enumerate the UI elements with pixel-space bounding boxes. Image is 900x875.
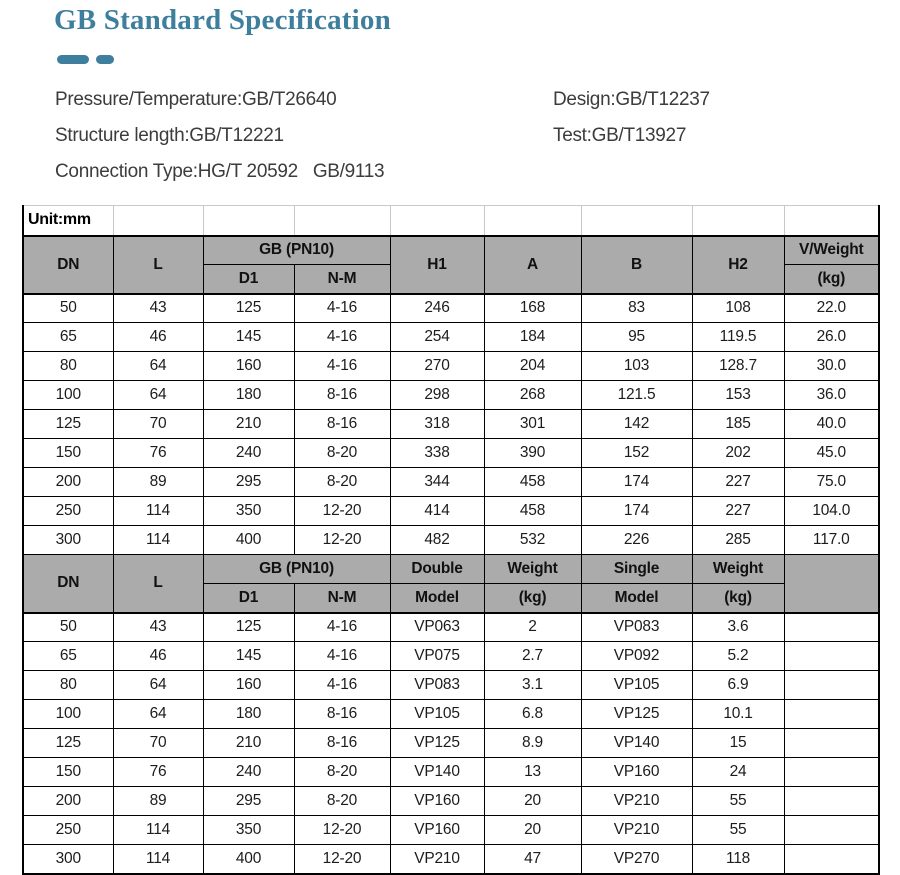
table-cell: 100 — [23, 381, 113, 410]
table-cell: 128.7 — [692, 352, 784, 381]
table-cell: 4-16 — [294, 642, 390, 671]
table1-body — [23, 294, 879, 555]
table-cell: 400 — [203, 526, 294, 555]
table-cell: 8-16 — [294, 729, 390, 758]
spec-connection-type: Connection Type:HG/T 20592 GB/9113 — [55, 161, 385, 182]
table-cell: 285 — [692, 526, 784, 555]
table-cell: 80 — [23, 671, 113, 700]
table-cell: 15 — [692, 729, 784, 758]
table-cell: 100 — [23, 700, 113, 729]
table-cell: 80 — [23, 352, 113, 381]
table-cell: VP140 — [390, 758, 484, 787]
col-header-dn: DN — [23, 555, 113, 613]
col-header-h1: H1 — [390, 236, 484, 294]
spec-row — [55, 125, 855, 161]
empty-cell — [203, 206, 294, 236]
empty-cell — [113, 206, 203, 236]
table-cell: 350 — [203, 816, 294, 845]
table-cell: 95 — [581, 323, 692, 352]
table-cell: VP125 — [390, 729, 484, 758]
col-header-model: Model — [581, 584, 692, 613]
table-cell: VP160 — [390, 787, 484, 816]
table-cell: 20 — [484, 787, 581, 816]
table2-body — [23, 613, 879, 874]
table-cell: VP105 — [390, 700, 484, 729]
table-cell: 414 — [390, 497, 484, 526]
table-cell: 43 — [113, 613, 203, 642]
table-cell: 103 — [581, 352, 692, 381]
table-row — [23, 468, 879, 497]
table-cell: 210 — [203, 729, 294, 758]
dash-icon — [96, 55, 114, 64]
col-header-gb-pn10: GB (PN10) — [203, 555, 390, 584]
table-row — [23, 381, 879, 410]
gb-specification-table — [22, 205, 880, 875]
table-cell — [784, 613, 879, 642]
table-cell: 65 — [23, 642, 113, 671]
table-cell: 250 — [23, 816, 113, 845]
table-cell: 114 — [113, 526, 203, 555]
table-cell: 64 — [113, 381, 203, 410]
col-header-l: L — [113, 555, 203, 613]
table-cell: 89 — [113, 468, 203, 497]
col-header-nm: N-M — [294, 265, 390, 294]
table-cell: 50 — [23, 613, 113, 642]
table-cell: 458 — [484, 468, 581, 497]
table-cell: 185 — [692, 410, 784, 439]
col-header-h2: H2 — [692, 236, 784, 294]
table-cell: 295 — [203, 787, 294, 816]
table-cell: 76 — [113, 758, 203, 787]
spec-structure-length: Structure length:GB/T12221 — [55, 125, 284, 146]
table-row — [23, 439, 879, 468]
table-cell: 70 — [113, 410, 203, 439]
table-cell: 4-16 — [294, 671, 390, 700]
unit-label: Unit:mm — [23, 206, 113, 236]
table-row — [23, 758, 879, 787]
table-cell: 114 — [113, 816, 203, 845]
table-cell: 318 — [390, 410, 484, 439]
table-cell: 268 — [484, 381, 581, 410]
table-cell: 8-20 — [294, 439, 390, 468]
col-header-nm: N-M — [294, 584, 390, 613]
table-cell: 117.0 — [784, 526, 879, 555]
col-header-gb-pn10: GB (PN10) — [203, 236, 390, 265]
dash-icon — [57, 55, 89, 64]
table-cell — [784, 816, 879, 845]
table-cell: 270 — [390, 352, 484, 381]
table-cell: VP210 — [581, 816, 692, 845]
table-cell: 168 — [484, 294, 581, 323]
table-cell: 64 — [113, 700, 203, 729]
table-row — [23, 613, 879, 642]
table1-header-row-top — [23, 236, 879, 265]
table-row — [23, 323, 879, 352]
table-row — [23, 700, 879, 729]
table-cell: 210 — [203, 410, 294, 439]
col-header-kg: (kg) — [692, 584, 784, 613]
table-row — [23, 845, 879, 874]
table-cell: 125 — [23, 729, 113, 758]
table-cell: 118 — [692, 845, 784, 874]
table-cell: 254 — [390, 323, 484, 352]
spec-row — [55, 161, 855, 197]
table-cell: VP140 — [581, 729, 692, 758]
table-cell: VP160 — [390, 816, 484, 845]
table-cell: 227 — [692, 468, 784, 497]
table-cell: 20 — [484, 816, 581, 845]
table-cell: 40.0 — [784, 410, 879, 439]
table-cell: 153 — [692, 381, 784, 410]
table-cell: 104.0 — [784, 497, 879, 526]
empty-cell — [294, 206, 390, 236]
col-header-single: Single — [581, 555, 692, 584]
table-cell — [784, 758, 879, 787]
col-header-l: L — [113, 236, 203, 294]
empty-cell — [484, 206, 581, 236]
table-cell: VP083 — [390, 671, 484, 700]
table-cell: 119.5 — [692, 323, 784, 352]
table-cell: 142 — [581, 410, 692, 439]
table-cell: 145 — [203, 323, 294, 352]
table-cell: 45.0 — [784, 439, 879, 468]
table-cell: 150 — [23, 758, 113, 787]
table-cell: 8-16 — [294, 700, 390, 729]
table-cell: 200 — [23, 468, 113, 497]
table-cell: 8-20 — [294, 468, 390, 497]
table-cell: VP105 — [581, 671, 692, 700]
spec-test: Test:GB/T13927 — [553, 125, 687, 146]
table-cell: 301 — [484, 410, 581, 439]
table-cell: 200 — [23, 787, 113, 816]
table-cell: VP125 — [581, 700, 692, 729]
table-cell: 202 — [692, 439, 784, 468]
table-cell: 3.1 — [484, 671, 581, 700]
table-cell: 350 — [203, 497, 294, 526]
table-cell: 65 — [23, 323, 113, 352]
spec-row — [55, 89, 855, 125]
table-cell: 114 — [113, 497, 203, 526]
table-cell: 64 — [113, 352, 203, 381]
table-cell: VP210 — [390, 845, 484, 874]
table-cell: 160 — [203, 671, 294, 700]
table-cell: 174 — [581, 468, 692, 497]
table-cell: 2 — [484, 613, 581, 642]
table-cell: 30.0 — [784, 352, 879, 381]
table-cell: VP210 — [581, 787, 692, 816]
table-cell: 10.1 — [692, 700, 784, 729]
table-cell: 6.9 — [692, 671, 784, 700]
col-header-b: B — [581, 236, 692, 294]
table-cell: 83 — [581, 294, 692, 323]
empty-cell — [692, 206, 784, 236]
table-cell: VP083 — [581, 613, 692, 642]
table-cell: 26.0 — [784, 323, 879, 352]
col-header-a: A — [484, 236, 581, 294]
table-cell: 150 — [23, 439, 113, 468]
table-cell: 22.0 — [784, 294, 879, 323]
table-cell: 174 — [581, 497, 692, 526]
col-header-d1: D1 — [203, 265, 294, 294]
table-cell: 8-20 — [294, 787, 390, 816]
table-cell: 89 — [113, 787, 203, 816]
table-cell: 46 — [113, 642, 203, 671]
table-cell: 226 — [581, 526, 692, 555]
table-cell: 295 — [203, 468, 294, 497]
table-cell: 125 — [23, 410, 113, 439]
table-cell: 55 — [692, 787, 784, 816]
standard-spec-list — [55, 89, 855, 197]
col-header-dn: DN — [23, 236, 113, 294]
unit-row-section — [23, 206, 879, 236]
title-underline-dashes — [57, 55, 114, 64]
table-cell: 250 — [23, 497, 113, 526]
col-header-kg: (kg) — [784, 265, 879, 294]
table-cell: 390 — [484, 439, 581, 468]
table2-header — [23, 555, 879, 613]
table-cell: 4-16 — [294, 352, 390, 381]
page-title: GB Standard Specification — [54, 4, 391, 36]
table-cell: 3.6 — [692, 613, 784, 642]
table-cell: 246 — [390, 294, 484, 323]
table-cell: 5.2 — [692, 642, 784, 671]
table-cell: VP063 — [390, 613, 484, 642]
table-cell: 240 — [203, 439, 294, 468]
table1-header — [23, 236, 879, 294]
table-row — [23, 294, 879, 323]
table-cell: 4-16 — [294, 294, 390, 323]
table-cell: 204 — [484, 352, 581, 381]
table-cell: 227 — [692, 497, 784, 526]
table-cell: VP160 — [581, 758, 692, 787]
table-row — [23, 410, 879, 439]
table-cell: 50 — [23, 294, 113, 323]
table-cell: 180 — [203, 381, 294, 410]
table-cell: 458 — [484, 497, 581, 526]
empty-cell — [581, 206, 692, 236]
table-cell: 55 — [692, 816, 784, 845]
table-cell: 108 — [692, 294, 784, 323]
table-row — [23, 671, 879, 700]
table-cell — [784, 845, 879, 874]
table-cell: 4-16 — [294, 323, 390, 352]
table-cell: VP270 — [581, 845, 692, 874]
table-cell: 482 — [390, 526, 484, 555]
table2-header-row-top — [23, 555, 879, 584]
table-cell: 12-20 — [294, 497, 390, 526]
table-cell: 300 — [23, 845, 113, 874]
col-header-weight: Weight — [692, 555, 784, 584]
col-header-model: Model — [390, 584, 484, 613]
table-cell: 64 — [113, 671, 203, 700]
table-cell: 152 — [581, 439, 692, 468]
table-cell: 338 — [390, 439, 484, 468]
table-cell: 114 — [113, 845, 203, 874]
table-cell: 8-16 — [294, 381, 390, 410]
table-cell: 300 — [23, 526, 113, 555]
col-header-empty — [784, 555, 879, 613]
table-cell: 2.7 — [484, 642, 581, 671]
table-cell: 70 — [113, 729, 203, 758]
col-header-kg: (kg) — [484, 584, 581, 613]
table-row — [23, 352, 879, 381]
table-cell: 298 — [390, 381, 484, 410]
table-cell: 532 — [484, 526, 581, 555]
col-header-d1: D1 — [203, 584, 294, 613]
table-cell: 12-20 — [294, 526, 390, 555]
table-row — [23, 787, 879, 816]
table-cell — [784, 642, 879, 671]
table-row — [23, 642, 879, 671]
table-cell: 12-20 — [294, 816, 390, 845]
table-cell: 43 — [113, 294, 203, 323]
table-cell: 76 — [113, 439, 203, 468]
table-cell: 13 — [484, 758, 581, 787]
table-cell: 8-16 — [294, 410, 390, 439]
table-cell: 121.5 — [581, 381, 692, 410]
table-row — [23, 816, 879, 845]
table-cell: 4-16 — [294, 613, 390, 642]
col-header-weight: Weight — [484, 555, 581, 584]
table-row — [23, 729, 879, 758]
table-cell: 46 — [113, 323, 203, 352]
table-cell: 180 — [203, 700, 294, 729]
table-cell: 36.0 — [784, 381, 879, 410]
table-cell: 75.0 — [784, 468, 879, 497]
table-cell: 47 — [484, 845, 581, 874]
table-cell — [784, 787, 879, 816]
spec-pressure-temperature: Pressure/Temperature:GB/T26640 — [55, 89, 337, 110]
table-cell: 160 — [203, 352, 294, 381]
table-cell: 400 — [203, 845, 294, 874]
table-cell — [784, 729, 879, 758]
table-cell: VP075 — [390, 642, 484, 671]
table-cell: 184 — [484, 323, 581, 352]
table-cell: 6.8 — [484, 700, 581, 729]
table-cell — [784, 700, 879, 729]
table-cell: 8-20 — [294, 758, 390, 787]
table-cell: VP092 — [581, 642, 692, 671]
table-cell: 125 — [203, 613, 294, 642]
table-row — [23, 497, 879, 526]
empty-cell — [784, 206, 879, 236]
empty-cell — [390, 206, 484, 236]
table-cell — [784, 671, 879, 700]
col-header-double: Double — [390, 555, 484, 584]
col-header-vweight: V/Weight — [784, 236, 879, 265]
table-cell: 344 — [390, 468, 484, 497]
table-row — [23, 526, 879, 555]
table-cell: 145 — [203, 642, 294, 671]
table-cell: 8.9 — [484, 729, 581, 758]
table-cell: 240 — [203, 758, 294, 787]
unit-row — [23, 206, 879, 236]
table-cell: 24 — [692, 758, 784, 787]
spec-design: Design:GB/T12237 — [553, 89, 710, 110]
table-cell: 125 — [203, 294, 294, 323]
table-cell: 12-20 — [294, 845, 390, 874]
